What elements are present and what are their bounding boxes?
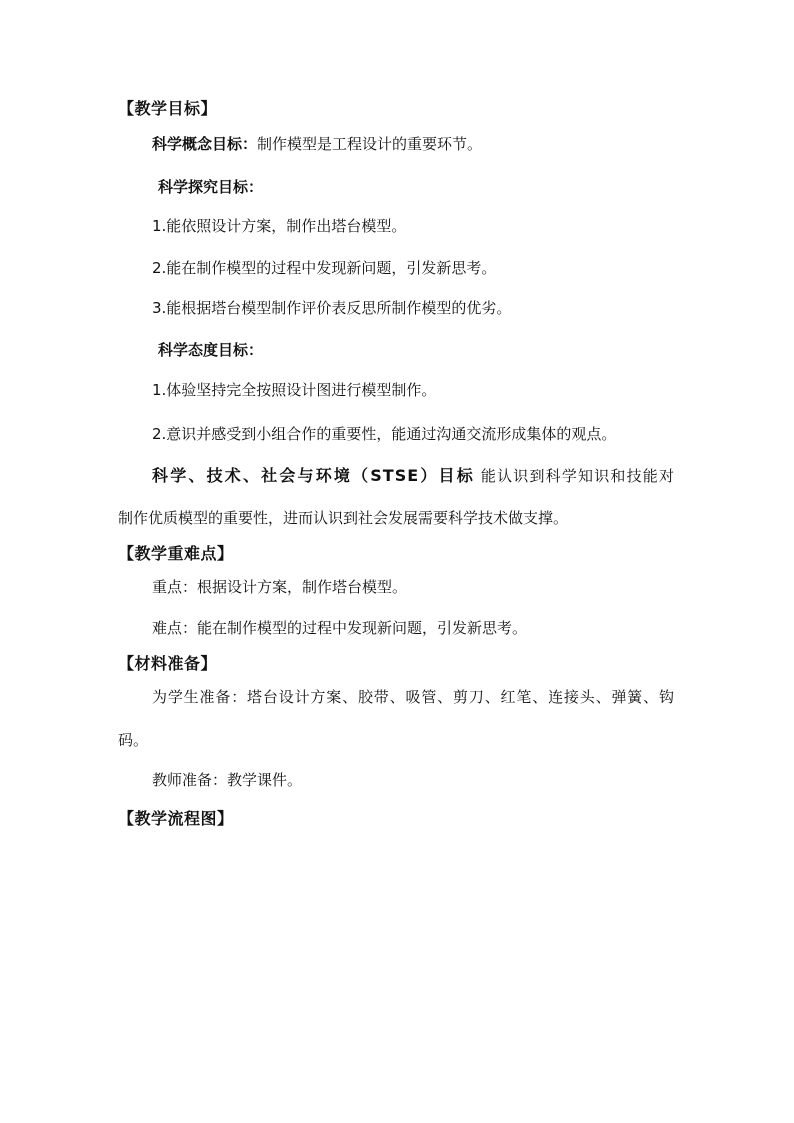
attitude-item-2: 2.意识并感受到小组合作的重要性，能通过沟通交流形成集体的观点。	[152, 425, 617, 443]
concept-goal-label: 科学概念目标：	[152, 135, 258, 153]
flowchart-heading: 【教学流程图】	[118, 809, 234, 828]
attitude-goal-label: 科学态度目标：	[158, 341, 264, 359]
attitude-item-1: 1.体验坚持完全按照设计图进行模型制作。	[152, 381, 437, 399]
stse-goal-line-2: 制作优质模型的重要性，进而认识到社会发展需要科学技术做支撑。	[118, 509, 569, 527]
stse-goal-label: 科学、技术、社会与环境（STSE）目标	[152, 466, 475, 485]
inquiry-item-1: 1.能依照设计方案，制作出塔台模型。	[152, 217, 407, 235]
key-point-difficulty: 难点：能在制作模型的过程中发现新问题，引发新思考。	[152, 619, 528, 637]
stse-goal-text-1: 能认识到科学知识和技能对	[480, 467, 674, 485]
materials-student-line-2: 码。	[118, 731, 149, 749]
concept-goal	[152, 134, 482, 154]
stse-goal-line-1	[152, 466, 674, 486]
inquiry-item-2: 2.能在制作模型的过程中发现新问题，引发新思考。	[152, 259, 497, 277]
key-points-heading: 【教学重难点】	[118, 544, 234, 563]
materials-heading: 【材料准备】	[118, 654, 218, 673]
materials-teacher: 教师准备：教学课件。	[152, 771, 303, 789]
key-point-focus: 重点：根据设计方案，制作塔台模型。	[152, 578, 408, 596]
goals-heading: 【教学目标】	[118, 99, 218, 118]
inquiry-goal-label: 科学探究目标：	[158, 178, 264, 196]
materials-student-line-1: 为学生准备：塔台设计方案、胶带、吸管、剪刀、红笔、连接头、弹簧、钩	[152, 688, 674, 706]
inquiry-item-3: 3.能根据塔台模型制作评价表反思所制作模型的优劣。	[152, 299, 512, 317]
concept-goal-text: 制作模型是工程设计的重要环节。	[257, 135, 483, 153]
